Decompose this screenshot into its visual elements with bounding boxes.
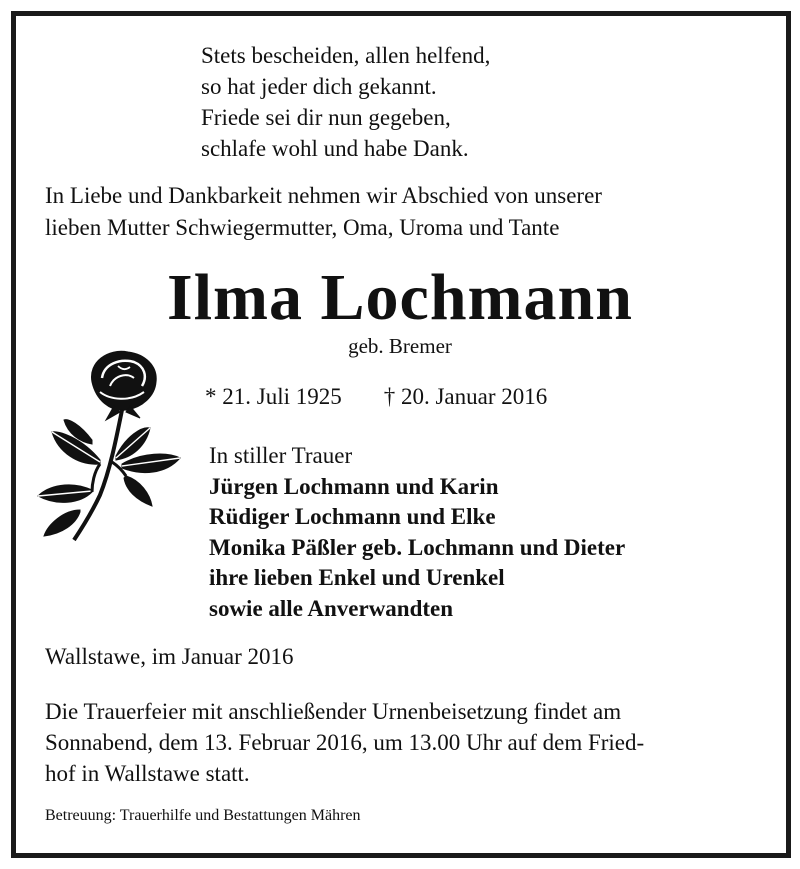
mourners-list	[209, 441, 625, 624]
mourner-name: ihre lieben Enkel und Urenkel	[209, 565, 505, 590]
poem-line: schlafe wohl und habe Dank.	[201, 136, 469, 161]
mourner-name: Jürgen Lochmann und Karin	[209, 473, 499, 499]
intro-line: In Liebe und Dankbarkeit nehmen wir Abschied von unserer	[45, 183, 602, 208]
mourner-name: sowie alle Anverwandten	[209, 595, 454, 621]
birth-date: * 21. Juli 1925	[205, 384, 342, 409]
place-date: Wallstawe, im Januar 2016	[45, 644, 294, 669]
rose-icon	[30, 340, 195, 545]
poem-line: Friede sei dir nun gegeben,	[201, 105, 451, 130]
death-date: † 20. Januar 2016	[383, 384, 548, 409]
poem	[201, 40, 490, 164]
mourners-heading: In stiller Trauer	[209, 443, 353, 468]
poem-line: Stets bescheiden, allen helfend,	[201, 43, 491, 68]
poem-line: so hat jeder dich gekannt.	[201, 74, 437, 99]
funeral-home-credit: Betreuung: Trauerhilfe und Bestattungen Mähren	[45, 807, 361, 824]
deceased-name: Ilma Lochmann	[167, 261, 633, 334]
mourner-name: Rüdiger Lochmann und Elke	[209, 504, 496, 529]
intro-line: lieben Mutter Schwiegermutter, Oma, Uroma und Tante	[45, 215, 560, 240]
ceremony-text	[45, 696, 757, 789]
ceremony-line: hof in Wallstawe statt.	[45, 761, 250, 786]
birth-name: geb. Bremer	[348, 334, 452, 358]
ceremony-line: Sonnabend, dem 13. Februar 2016, um 13.00 Uhr auf dem Fried-	[45, 730, 645, 755]
ceremony-line: Die Trauerfeier mit anschließender Urnenbeisetzung findet am	[45, 699, 622, 724]
life-dates	[205, 383, 547, 411]
mourner-name: Monika Päßler geb. Lochmann und Dieter	[209, 534, 626, 560]
intro-text	[45, 180, 757, 244]
